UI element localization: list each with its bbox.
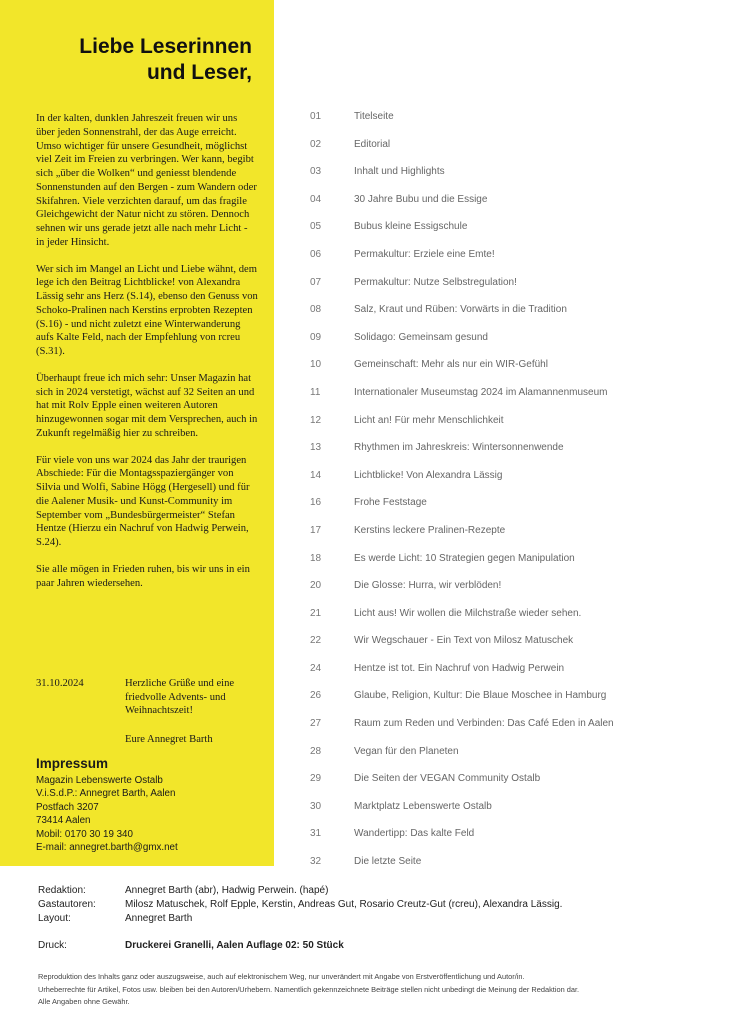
toc-page-number: 29 [310, 773, 322, 785]
toc-row [310, 746, 730, 774]
toc-page-number: 14 [310, 469, 322, 481]
print-info [38, 940, 718, 954]
toc-row [310, 690, 730, 718]
toc-page-number: 09 [310, 331, 322, 343]
toc-page-number: 07 [310, 276, 322, 288]
credit-label: Layout: [38, 913, 71, 924]
toc-title: Titelseite [354, 111, 394, 122]
toc-page-number: 18 [310, 552, 322, 564]
toc-row [310, 497, 730, 525]
page-title [79, 34, 252, 86]
toc-title: Bubus kleine Essigschule [354, 221, 468, 233]
toc-row [310, 525, 730, 553]
toc-page-number: 27 [310, 718, 322, 730]
toc-row [310, 166, 730, 194]
toc-title: Glaube, Religion, Kultur: Die Blaue Moschee in Hamburg [354, 690, 607, 702]
impressum-heading: Impressum [36, 756, 109, 771]
toc-page-number: 01 [310, 111, 322, 122]
toc-row [310, 415, 730, 443]
editorial-paragraph: Für viele von uns war 2024 das Jahr der traurigen Abschiede: Für die Montagsspaziergänger von Silvia und Wolfi, Sabine Högg (Hergesell) und für die Aalener Musik- und Kunst-Community im September vom „Bundesbürgermeister“ Stefan Hentze (Hierzu ein Nachruf von Hadwig Perwein, S.24). [36, 454, 250, 548]
toc-page-number: 22 [310, 635, 322, 647]
toc-title: Internationaler Museumstag 2024 im Alamannenmuseum [354, 386, 608, 398]
toc-page-number: 31 [310, 828, 322, 840]
toc-title: Die Seiten der VEGAN Community Ostalb [354, 773, 541, 785]
footer-line: Alle Angaben ohne Gewähr. [38, 997, 130, 1006]
toc-row [310, 580, 730, 608]
legal-footer [38, 971, 718, 1009]
toc-row [310, 221, 730, 249]
toc-row [310, 635, 730, 663]
credit-row [38, 884, 718, 898]
toc-page-number: 28 [310, 745, 322, 757]
toc-row [310, 359, 730, 387]
title-line-1: Liebe Leserinnen [79, 35, 252, 58]
credit-label: Gastautoren: [38, 899, 96, 910]
credit-row [38, 898, 718, 912]
toc-page-number: 02 [310, 138, 322, 150]
toc-title: Salz, Kraut und Rüben: Vorwärts in die Tradition [354, 304, 567, 316]
impressum-line: Mobil: 0170 30 19 340 [36, 828, 133, 840]
editorial-text [36, 112, 258, 603]
closing-date: 31.10.2024 [36, 678, 84, 689]
toc-title: Permakultur: Erziele eine Emte! [354, 248, 495, 260]
credits [38, 884, 718, 926]
toc-title: Vegan für den Planeten [354, 745, 459, 757]
toc-row [310, 773, 730, 801]
toc-page-number: 13 [310, 442, 322, 454]
toc-row [310, 663, 730, 691]
toc-page-number: 20 [310, 580, 322, 592]
credit-value: Annegret Barth [125, 913, 193, 924]
toc-title: Die letzte Seite [354, 856, 422, 868]
toc-title: Lichtblicke! Von Alexandra Lässig [354, 469, 503, 481]
toc-title: Editorial [354, 138, 391, 150]
toc-row [310, 249, 730, 277]
toc-row [310, 442, 730, 470]
toc-row [310, 277, 730, 305]
toc-page-number: 06 [310, 248, 322, 260]
toc-row [310, 553, 730, 581]
toc-title: Hentze ist tot. Ein Nachruf von Hadwig Perwein [354, 662, 565, 674]
credit-value: Annegret Barth (abr), Hadwig Perwein. (hapé) [125, 885, 329, 896]
toc-page-number: 24 [310, 662, 322, 674]
editorial-paragraph: Überhaupt freue ich mich sehr: Unser Magazin hat sich in 2024 verstetigt, wächst auf 32 Seiten an und hat mit Rolv Epple einen weiteren Autoren hinzugewonnen sogar mit dem Versprechen, auch in Zukunft regelmäßig hier zu schreiben. [36, 372, 258, 439]
toc-page-number: 04 [310, 193, 322, 205]
toc-page-number: 11 [310, 386, 321, 398]
editorial-paragraph: Wer sich im Mangel an Licht und Liebe wähnt, dem lege ich den Beitrag Lichtblicke! von Alexandra Lässig sehr ans Herz (S.14), ebenso den Genuss von Schoko-Pralinen nach Kerstins erprobten Rezepten (S.16) - und nicht zuletzt eine Winterwanderung aufs Kalte Feld, nach der Empfehlung von rcreu (S.31). [36, 263, 258, 357]
toc-page-number: 10 [310, 359, 322, 371]
toc-row [310, 304, 730, 332]
closing-greeting: Herzliche Grüße und eine friedvolle Advents- und Weihnachtszeit! [125, 678, 235, 716]
toc-page-number: 05 [310, 221, 322, 233]
toc-row [310, 856, 730, 884]
toc-title: Licht an! Für mehr Menschlichkeit [354, 414, 504, 426]
toc-row [310, 828, 730, 856]
toc-title: Solidago: Gemeinsam gesund [354, 331, 488, 343]
title-line-2: und Leser, [146, 61, 252, 84]
footer-line: Urheberrechte für Artikel, Fotos usw. bleiben bei den Autoren/Urhebern. Namentlich gekennzeichnete Beiträge stellen nicht unbedingt die Meinung der Redaktion dar. [38, 984, 580, 994]
toc-title: Marktplatz Lebenswerte Ostalb [354, 800, 492, 812]
toc-page-number: 21 [310, 607, 322, 619]
yellow-sidebar [0, 0, 274, 866]
toc-page-number: 32 [310, 856, 322, 868]
editorial-paragraph: Sie alle mögen in Frieden ruhen, bis wir uns in ein paar Jahren wiedersehen. [36, 563, 250, 589]
table-of-contents [310, 111, 730, 884]
toc-row [310, 387, 730, 415]
credit-row [38, 912, 718, 926]
toc-row [310, 801, 730, 829]
toc-title: Raum zum Reden und Verbinden: Das Café Eden in Aalen [354, 718, 614, 730]
footer-line: Reproduktion des Inhalts ganz oder auszugsweise, auch auf elektronischem Weg, nur unverändert mit Angabe von Erstveröffentlichung und Autor/in. [38, 972, 525, 981]
toc-title: 30 Jahre Bubu und die Essige [354, 193, 488, 205]
toc-row [310, 718, 730, 746]
toc-page-number: 16 [310, 497, 322, 509]
toc-row [310, 470, 730, 498]
toc-title: Permakultur: Nutze Selbstregulation! [354, 276, 517, 288]
toc-title: Frohe Feststage [354, 497, 427, 509]
closing-signature: Eure Annegret Barth [125, 734, 213, 745]
impressum-line: Postfach 3207 [36, 801, 99, 813]
toc-row [310, 194, 730, 222]
toc-title: Wandertipp: Das kalte Feld [354, 828, 475, 840]
print-value: Druckerei Granelli, Aalen Auflage 02: 50 Stück [125, 940, 344, 951]
toc-title: Die Glosse: Hurra, wir verblöden! [354, 580, 502, 592]
toc-page-number: 30 [310, 800, 322, 812]
impressum-email: E-mail: annegret.barth@gmx.net [36, 842, 178, 854]
toc-title: Gemeinschaft: Mehr als nur ein WIR-Gefühl [354, 359, 548, 371]
credit-label: Redaktion: [38, 885, 86, 896]
toc-page-number: 08 [310, 304, 322, 316]
toc-page-number: 17 [310, 524, 322, 536]
credit-value: Milosz Matuschek, Rolf Epple, Kerstin, Andreas Gut, Rosario Creutz-Gut (rcreu), Alexandra Lässig. [125, 899, 563, 910]
toc-page-number: 12 [310, 414, 322, 426]
toc-title: Es werde Licht: 10 Strategien gegen Manipulation [354, 552, 575, 564]
print-label: Druck: [38, 940, 67, 951]
toc-title: Wir Wegschauer - Ein Text von Milosz Matuschek [354, 635, 574, 647]
toc-title: Inhalt und Highlights [354, 166, 445, 178]
toc-row [310, 608, 730, 636]
editorial-paragraph: In der kalten, dunklen Jahreszeit freuen wir uns über jeden Sonnenstrahl, der das Auge erreicht. Umso wichtiger für unsere Gesundheit, möglichst viel Zeit im Freien zu verbringen. Wer kann, begibt sich „über die Wolken“ und geniesst blendende Sonnenstunden auf den Bergen - zum Wandern oder Skifahren. Viele verzichten darauf, um das fragile Gleichgewicht der Natur nicht zu stören. Dennoch sehnen wir uns gerade jetzt alle nach mehr Licht - in jeder Hinsicht. [36, 113, 257, 248]
impressum-line: V.i.S.d.P.: Annegret Barth, Aalen [36, 788, 176, 800]
impressum-line: Magazin Lebenswerte Ostalb [36, 775, 163, 786]
toc-row [310, 332, 730, 360]
impressum [36, 755, 266, 854]
toc-title: Kerstins leckere Pralinen-Rezepte [354, 524, 506, 536]
toc-row [310, 139, 730, 167]
toc-title: Licht aus! Wir wollen die Milchstraße wieder sehen. [354, 607, 582, 619]
toc-title: Rhythmen im Jahreskreis: Wintersonnenwende [354, 442, 564, 454]
toc-page-number: 03 [310, 166, 322, 178]
impressum-line: 73414 Aalen [36, 815, 91, 827]
toc-page-number: 26 [310, 690, 322, 702]
toc-row [310, 111, 730, 139]
